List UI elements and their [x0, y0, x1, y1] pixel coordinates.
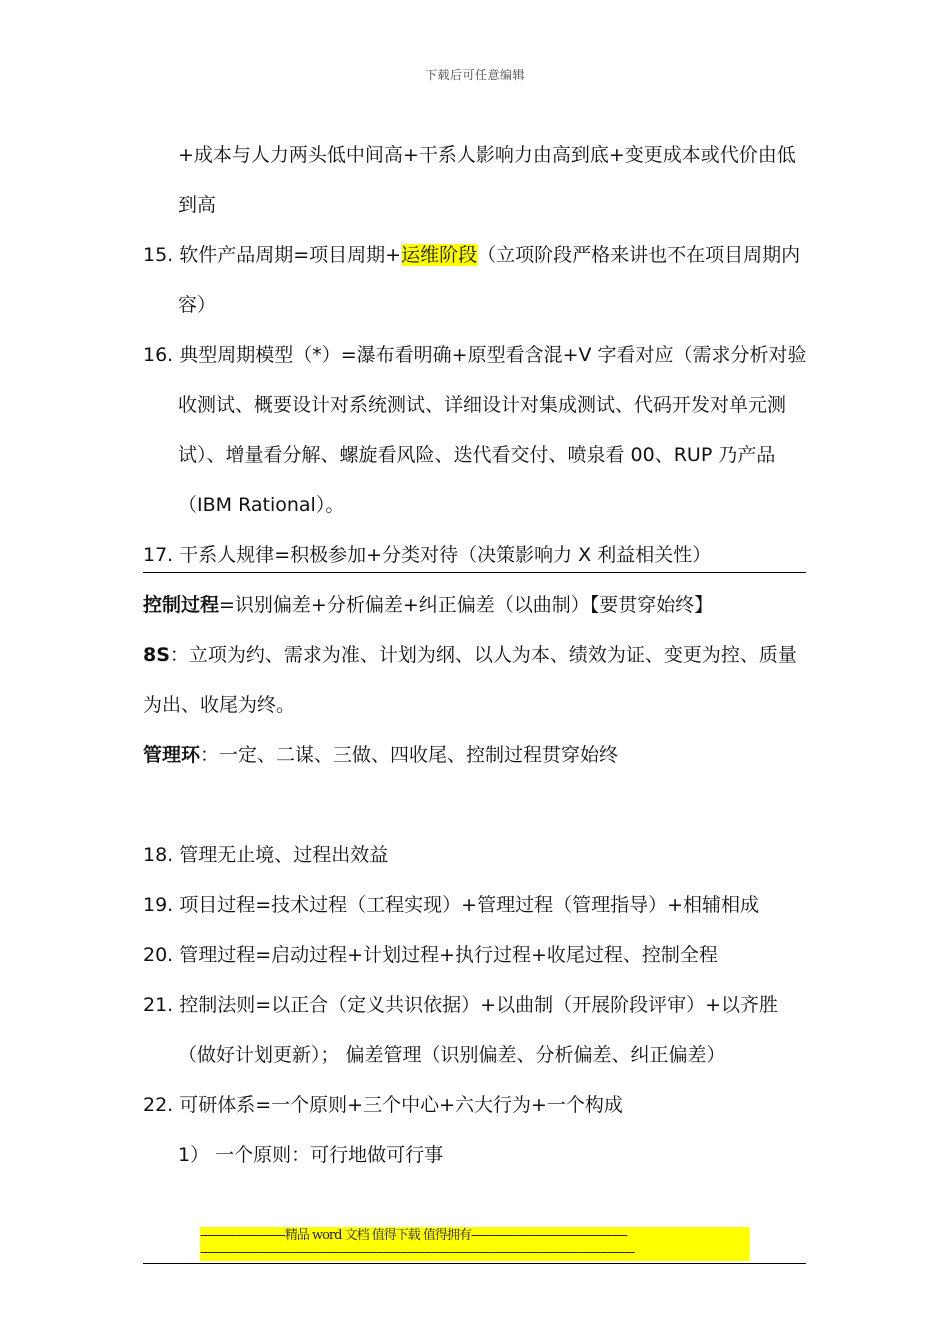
footer-line: -------------------------精品 word 文档 值得下载 值得拥有----------------------------------------------: [200, 1228, 627, 1243]
list-item-17: 17. 干系人规律=积极参加+分类对待（决策影响力 X 利益相关性）: [143, 544, 712, 566]
text-line: 到高: [178, 194, 217, 216]
sub-list-item-1: 1） 一个原则：可行地做可行事: [178, 1144, 444, 1166]
text-line: +成本与人力两头低中间高+干系人影响力由高到底+变更成本或代价由低: [178, 144, 796, 166]
bold-term: 8S: [143, 644, 170, 666]
blank-line: [143, 780, 808, 830]
text-span: （立项阶段严格来讲也不在项目周期内: [477, 244, 801, 266]
footer-banner: [200, 1227, 749, 1261]
page-header: 下载后可任意编辑: [424, 68, 525, 82]
list-item-16: 16. 典型周期模型（*）=瀑布看明确+原型看含混+V 字看对应（需求分析对验: [143, 344, 807, 366]
list-item-20: 20. 管理过程=启动过程+计划过程+执行过程+收尾过程、控制全程: [143, 944, 718, 966]
list-item-15: [143, 230, 808, 280]
management-loop-line: [143, 730, 808, 780]
bold-term: 管理环: [143, 744, 201, 766]
8s-line: [143, 630, 808, 680]
text-span: ：立项为约、需求为准、计划为纲、以人为本、绩效为证、变更为控、质量: [169, 644, 797, 666]
text-line: 试）、增量看分解、螺旋看风险、迭代看交付、喷泉看 00、RUP 乃产品: [178, 444, 776, 466]
footer-divider: [143, 1263, 806, 1264]
list-item-21: 21. 控制法则=以正合（定义共识依据）+以曲制（开展阶段评审）+以齐胜: [143, 994, 779, 1016]
text-span: =识别偏差+分析偏差+纠正偏差（以曲制）【要贯穿始终】: [219, 594, 714, 616]
list-item-18: 18. 管理无止境、过程出效益: [143, 844, 389, 866]
text-line: 为出、收尾为终。: [143, 694, 296, 716]
bold-term: 控制过程: [143, 594, 220, 616]
document-body: [143, 130, 808, 1180]
section-divider: [143, 572, 806, 573]
control-process-line: [143, 580, 808, 630]
text-line: （做好计划更新）； 偏差管理（识别偏差、分析偏差、纠正偏差）: [178, 1044, 726, 1066]
text-line: （IBM Rational）。: [178, 494, 345, 516]
text-line: 容）: [178, 294, 217, 316]
list-item-19: 19. 项目过程=技术过程（工程实现）+管理过程（管理指导）+相辅相成: [143, 894, 760, 916]
footer-line: --------------------------------------------------------------------------------------------------------------------------------: [200, 1245, 635, 1260]
text-line: 收测试、概要设计对系统测试、详细设计对集成测试、代码开发对单元测: [178, 394, 787, 416]
text-span: 15. 软件产品周期=项目周期+: [143, 244, 402, 266]
highlighted-text: 运维阶段: [401, 244, 478, 266]
text-span: ：一定、二谋、三做、四收尾、控制过程贯穿始终: [200, 744, 619, 766]
list-item-22: 22. 可研体系=一个原则+三个中心+六大行为+一个构成: [143, 1094, 623, 1116]
